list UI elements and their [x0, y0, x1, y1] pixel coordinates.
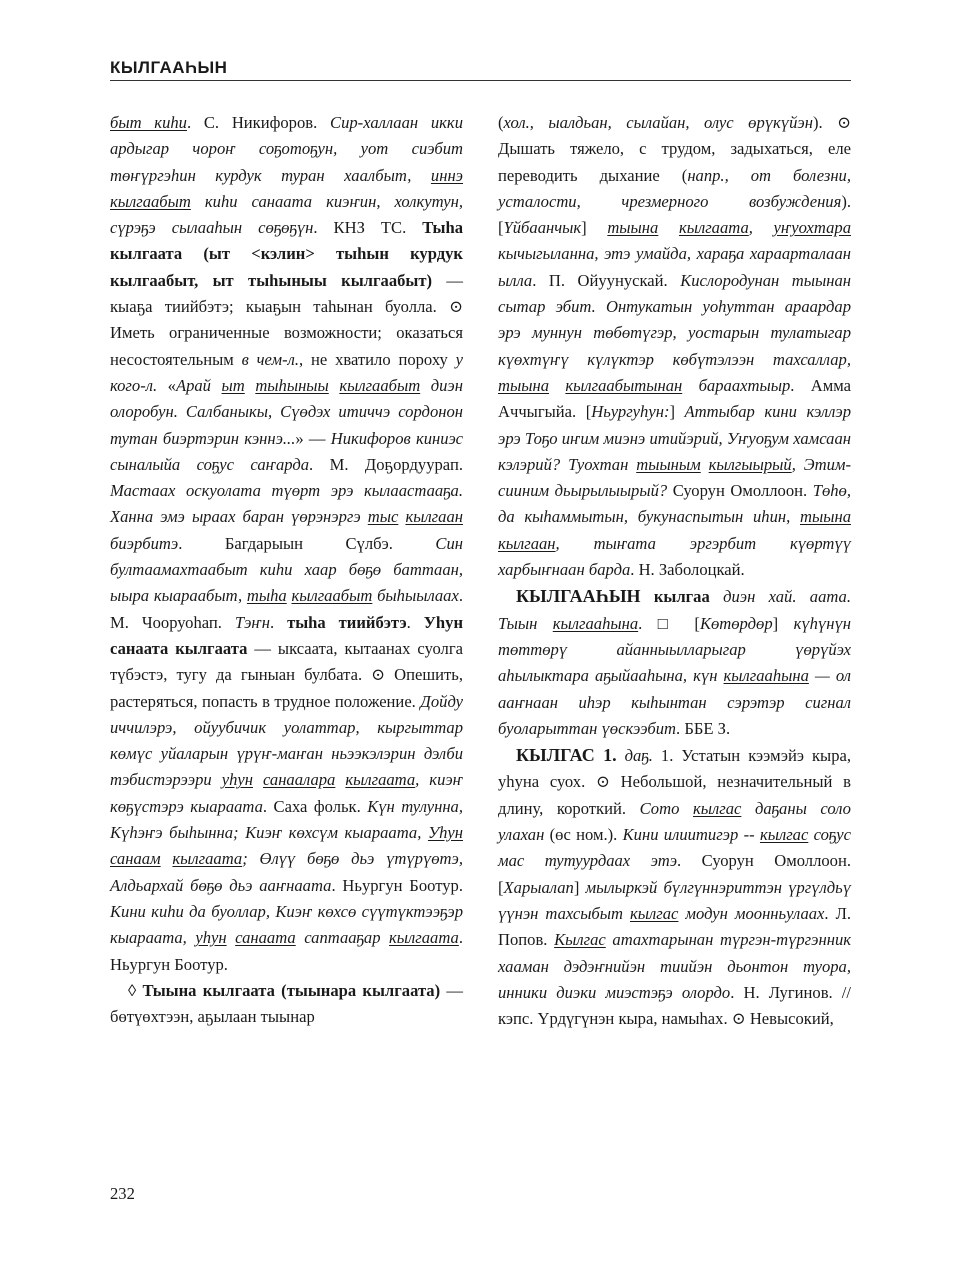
underlined-keyword: тыына — [800, 507, 851, 527]
underlined-keyword: кылгаабыт — [291, 586, 373, 606]
text-run: Тэҥн — [234, 612, 270, 632]
underlined-keyword: кылгаата — [678, 218, 749, 238]
text-run: диэн олоробун. Салбаныкы, Сүөдэх итиччэ сордонон тутан биэртэрин кэннэ... — [110, 375, 463, 448]
text-run — [335, 770, 345, 789]
text-run: Аттыбар кини кэллэр эрэ Тоҕо иҥим миэнэ итийэрий, Уҥуоҕум хамсаан кэлэрий? Туохтан — [498, 402, 851, 474]
text-run: . Ньургун Боотур. — [331, 875, 463, 895]
text-run: даҕ. — [624, 746, 653, 766]
text-run: ). ⊙ Дышать тяжело, с трудом, задыхаться, еле переводить дыхание ( — [498, 113, 851, 185]
text-run: тыһа тиийбэтэ — [287, 612, 407, 632]
text-run: . Суорун Омоллоон. [ — [498, 851, 851, 897]
text-run: Кини киһи да буоллар, Киэҥ көхсө сүүтүктээҕэр кыараата, — [110, 901, 463, 948]
text-run: Үйбаанчык — [503, 218, 582, 238]
text-run: диэн хай. аата. Тыын — [498, 587, 852, 633]
text-run: — ол ааҥнаан иһэр кыһынтан сэрэтэр сигнал буоларыттан үөскээбит — [498, 666, 851, 738]
underlined-keyword: кылгаабыт — [339, 375, 421, 395]
text-run: Сото — [639, 798, 693, 818]
text-run — [641, 587, 654, 606]
underlined-keyword: Кылгас — [554, 930, 606, 950]
text-run: быһыылаах — [372, 586, 459, 606]
text-run: модун моонньулаах — [678, 903, 825, 923]
underlined-keyword: кылгас — [630, 903, 679, 923]
text-run: . КНЗ ТС. — [313, 218, 423, 238]
text-run: . М. Чооруоһап. — [110, 586, 463, 632]
underlined-keyword: санаалара — [262, 770, 336, 790]
text-run: . ББЕ З. — [676, 718, 731, 738]
text-run: соҕус мас тутуурдаах этэ — [498, 825, 851, 871]
text-run: Көтөрдөр — [699, 613, 773, 633]
left-paragraph-2 — [110, 978, 463, 1031]
text-run: , киэҥ көҕүстэрэ кыараата — [110, 770, 463, 816]
text-run: 1. Устатын кээмэйэ кыра, уһуна суох. ⊙ Небольшой, незначительный в длину, короткий. — [498, 746, 852, 818]
text-run: Никифоров киниэс сыналыйа соҕус саҥарда — [110, 428, 463, 474]
text-run: . Амма Аччыгыйа. [ — [498, 375, 851, 422]
text-run: Сир-халлаан икки ардыгар чороҥ соҕотоҕун, уот сиэбит төҥүргэһин курдук туран хаалбыт, — [110, 113, 463, 185]
text-run: ). [ — [498, 191, 851, 238]
text-run: — ыксаата, кытаанах суолга түбэстэ, тугу да гыныан булбата. ⊙ Опешить, растеряться, попасть в трудное положение. — [110, 638, 463, 711]
underlined-keyword: кылгаабытынан — [565, 375, 683, 395]
underlined-keyword: кылгааһына — [723, 666, 809, 686]
underlined-keyword: кылгаабыт — [110, 191, 191, 211]
text-run: ] — [669, 402, 685, 422]
left-paragraph-1 — [110, 110, 463, 978]
text-run: ; Өлүү бөҕө дьэ үтүрүөтэ, Алдьархай бөҕө дьэ ааҥнаата — [110, 849, 463, 895]
text-run: , тыҥата эргэрбит күөртүү харбыҥнаан барда — [498, 533, 851, 580]
text-run: даҕаны соло улахан — [498, 798, 851, 845]
text-run: Тыһа кылгаата (ыт <кэлин> тыһын курдук кылгаабыт, ыт тыһыныы кылгаабыт) — [110, 218, 463, 290]
text-run: Кислородунан тыынан сытар эбит. Онтукатын уоһуттан араардар эрэ муннун төбөтүгэр, уостарын тулатыгар күөхтүҥү күлүктэр көбүтэлээн тахсаллар, — [498, 270, 851, 369]
text-run: напр., от болезни, усталости, чрезмерного возбуждения — [498, 165, 851, 211]
text-run: кылгаа — [653, 587, 710, 607]
text-run: мылыркэй бүлгүннэриттэн үргүлдьү үүнэн тахсыбыт — [498, 877, 851, 923]
text-run: ( — [498, 113, 504, 132]
underlined-keyword: иннэ — [430, 165, 463, 185]
text-run: Ньургуһун: — [591, 402, 670, 422]
text-run: ] — [573, 877, 586, 897]
text-run: . — [406, 612, 424, 632]
text-run: (өс ном.). — [544, 825, 623, 845]
text-run: атахтарынан түргэн-түргэнник хааман дэдэҥнийэн тиийэн дьонтон туора, инники диэки миэстэҕэ олордо — [498, 930, 851, 1002]
text-run: киһи санаата киэҥин, холкутун, сүрэҕэ сылааһын сөҕөҕүн — [110, 191, 463, 238]
text-run: . Л. Попов. — [498, 903, 851, 950]
text-run — [658, 218, 679, 237]
right-column — [498, 110, 851, 1032]
underlined-keyword: тыһа — [246, 586, 287, 606]
text-run: Мастаах оскуолата түөрт эрэ кылаастааҕа. Ханна эмэ ыраах баран үөрэнэргэ — [110, 481, 463, 527]
text-run: Харыалап — [503, 877, 574, 897]
text-run — [329, 376, 340, 395]
text-run: күһүнүн төттөрү айанныылларыгар үөрүйэх аһылыктара аҕыйааһына, күн — [498, 613, 851, 686]
text-run: . □ [ — [638, 613, 700, 633]
text-run: Дойду иччилэрэ, ойуубичик уолаттар, кыргыттар көмүс уйаларын үрүҥ-маҥан ньээкэлэрин дэлби тэбистэрээри — [110, 691, 463, 790]
underlined-keyword: кылгаата — [172, 849, 243, 869]
right-paragraph-2-entry-kylgaahyn — [498, 583, 851, 742]
text-run: биэрбитэ — [110, 533, 179, 553]
text-run: Кини илиитигэр -- — [622, 825, 760, 845]
text-run — [710, 587, 723, 606]
text-run — [617, 746, 625, 765]
underlined-keyword: кылгаата — [345, 770, 416, 790]
left-column — [110, 110, 463, 1030]
text-run: . Ньургун Боотур. — [110, 928, 463, 974]
text-run: Арай — [175, 375, 222, 395]
text-run — [227, 928, 236, 947]
text-run — [253, 770, 263, 789]
underlined-keyword: Уһун — [427, 823, 463, 843]
right-paragraph-3-entry-kylgas — [498, 742, 851, 1032]
text-run: Син бултаамахтаабыт киһи хаар бөҕө баттаан, ыыра кыараабыт, — [110, 533, 463, 606]
text-run: в чем-л. — [241, 349, 299, 369]
text-run: . Н. Лугинов. // кэпс. Үрдүгүнэн кыра, намыһах. ⊙ Невысокий, — [498, 982, 852, 1029]
entry-headword: КЫЛГААҺЫН — [516, 586, 641, 607]
text-run: Төһө, да кыһаммытын, букунаспытын иһин, — [498, 481, 851, 527]
text-run: . П. Ойуунускай. — [532, 270, 681, 290]
underlined-keyword: уһун — [195, 928, 227, 948]
text-run: ] — [581, 218, 608, 238]
text-run: Тыына кылгаата (тыынара кылгаата) — [142, 980, 441, 1000]
entry-headword: КЫЛГАС 1. — [516, 745, 617, 766]
text-run: . — [269, 612, 288, 632]
text-run: — бөтүөхтээн, аҕылаан тыынар — [110, 980, 463, 1027]
text-run — [549, 376, 565, 395]
text-run: кычыгыланна, этэ умайда, хараҕа хараарталаан ылла — [498, 244, 851, 290]
text-run: . М. Доҕордуурап. — [309, 454, 463, 474]
text-run — [245, 376, 256, 395]
text-run: — кыаҕа тиийбэтэ; кыаҕын таһынан буолла. ⊙ Иметь ограниченные возможности; оказаться несостоятельным — [110, 270, 463, 369]
text-run: , Этим-сииним дьырылыырый? — [498, 454, 851, 501]
underlined-keyword: кылгаан — [498, 533, 556, 553]
text-run: Суорун Омоллоон. — [667, 481, 813, 501]
text-run: Күн тулунна, Күһэҥэ быһынна; Киэҥ көхсүм кыараата, — [110, 796, 464, 843]
text-run: » — — [295, 428, 331, 448]
text-run: саптааҕар — [295, 928, 390, 948]
text-run: , не хватило пороху — [299, 349, 456, 369]
underlined-keyword: санаата — [235, 928, 296, 948]
underlined-keyword: тыһыныы — [255, 375, 329, 395]
right-paragraph-1 — [498, 110, 851, 583]
underlined-keyword: тыына — [498, 375, 549, 395]
page-number: 232 — [110, 1184, 135, 1203]
text-run: , — [748, 218, 774, 238]
text-run: хол., ыалдьан, сылайан, олус өрүкүйэн — [503, 113, 813, 132]
underlined-keyword: тыына — [607, 218, 659, 238]
text-run: бараахтыыр — [682, 375, 791, 395]
text-run: ◊ — [128, 980, 143, 1000]
text-run: ] — [772, 613, 794, 633]
text-run: . Н. Заболоцкай. — [630, 560, 745, 580]
underlined-keyword: кылгыырый — [708, 454, 792, 474]
underlined-keyword: уһун — [221, 770, 253, 790]
running-head: КЫЛГААҺЫН — [110, 58, 228, 77]
text-run: « — [157, 375, 176, 395]
text-run: Уһун санаата кылгаата — [110, 612, 464, 658]
text-run — [701, 455, 709, 474]
underlined-keyword: быт киһи — [110, 113, 187, 132]
text-run: . Багдарыын Сүлбэ. — [178, 533, 436, 553]
underlined-keyword: кылгаан — [405, 507, 463, 527]
text-run: у кого-л. — [110, 349, 463, 395]
underlined-keyword: санаам — [110, 849, 161, 869]
underlined-keyword: тыыным — [636, 454, 701, 474]
underlined-keyword: кылгаата — [389, 928, 459, 948]
underlined-keyword: кылгас — [759, 825, 809, 845]
text-run: . С. Никифоров. — [186, 113, 330, 132]
underlined-keyword: тыс — [367, 507, 399, 527]
text-run — [161, 849, 173, 868]
text-run: . Саха фольк. — [262, 796, 368, 816]
underlined-keyword: кылгааһына — [552, 613, 639, 633]
underlined-keyword: ыт — [221, 375, 245, 395]
underlined-keyword: уҥуохтара — [773, 218, 851, 238]
underlined-keyword: кылгас — [692, 798, 742, 818]
header-rule — [110, 80, 851, 81]
